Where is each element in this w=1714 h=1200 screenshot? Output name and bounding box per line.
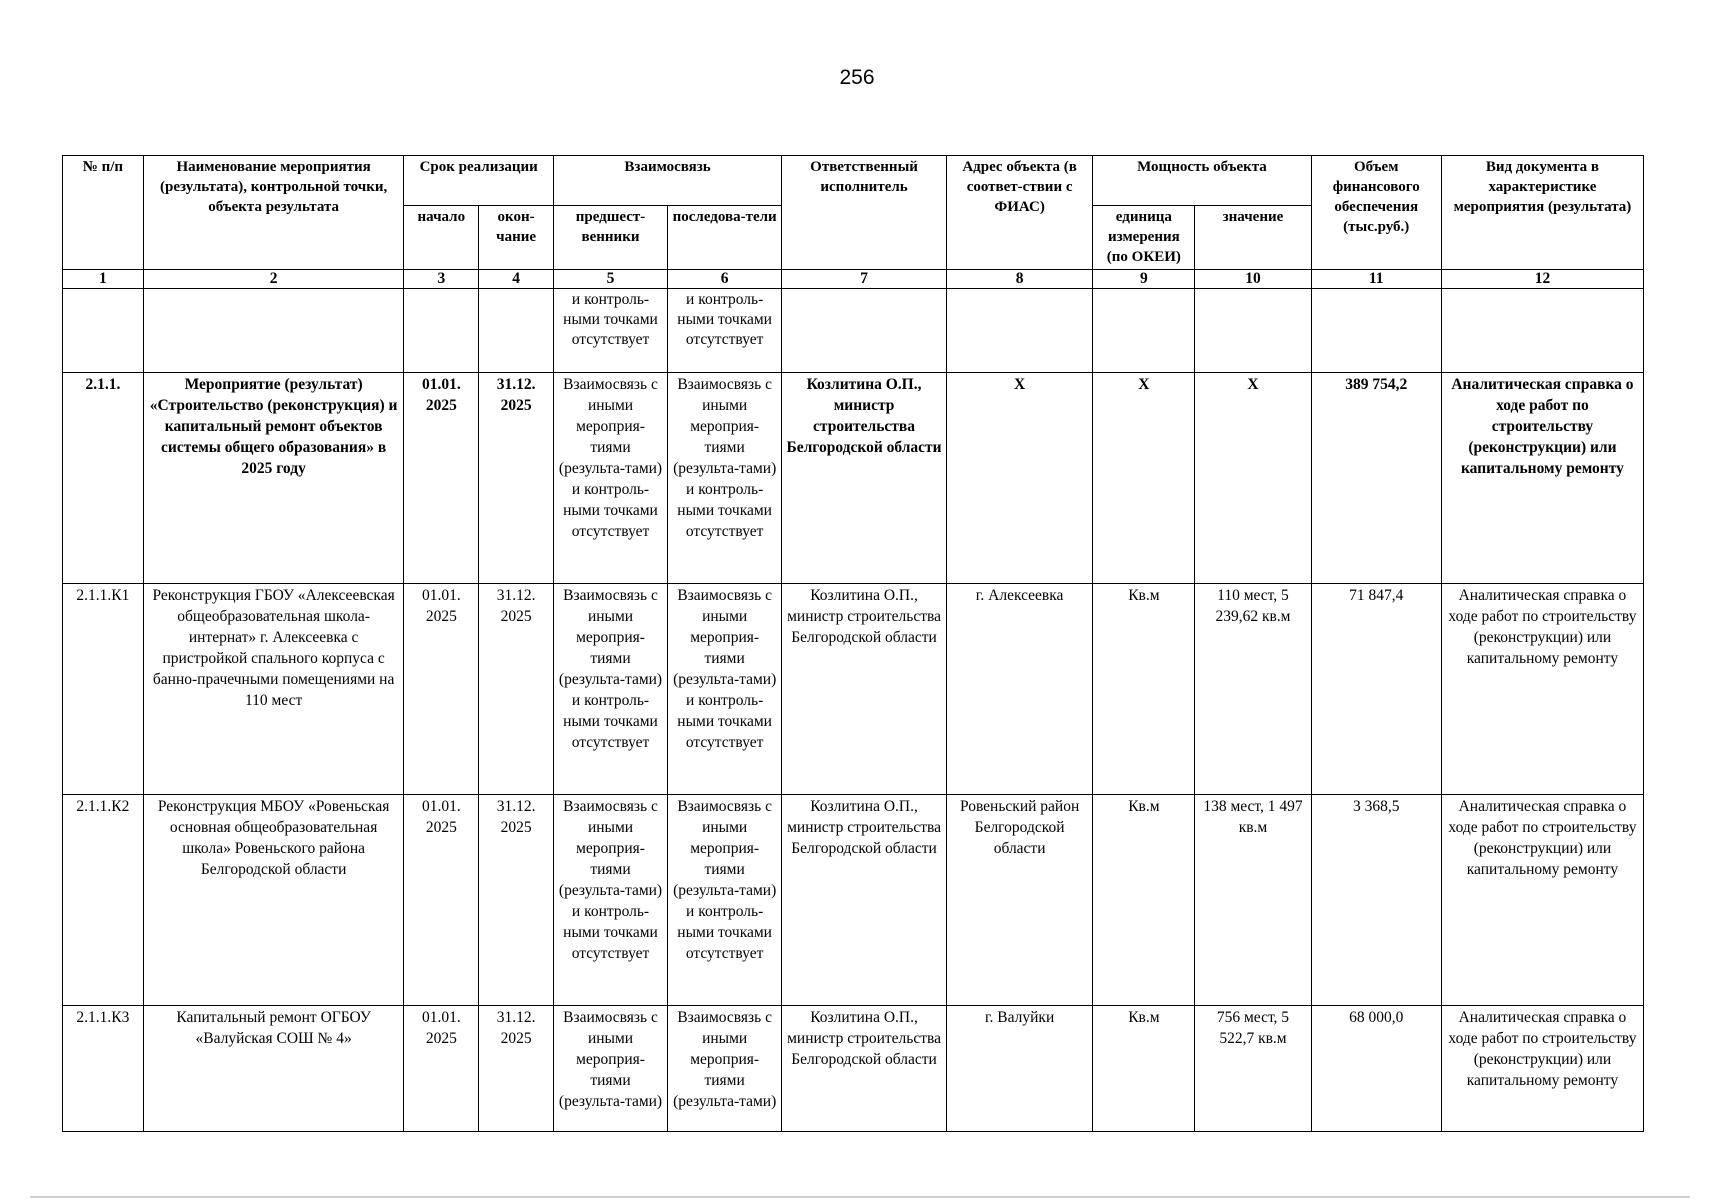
cell-number: 2.1.1.К2 xyxy=(63,795,144,1006)
cell-name: Реконструкция ГБОУ «Алексеевская общеобразовательная школа-интернат» г. Алексеевка с пристройкой спального корпуса с банно-прачечными помещениями на 110 мест xyxy=(143,584,404,795)
cell-pred: Взаимосвязь с иными мероприя-тиями (результа-тами) xyxy=(553,1006,667,1132)
cell-pred: Взаимосвязь с иными мероприя-тиями (результа-тами) и контроль-ными точками отсутствует xyxy=(553,795,667,1006)
cell-name: Капитальный ремонт ОГБОУ «Валуйская СОШ № 4» xyxy=(143,1006,404,1132)
page-number: 256 xyxy=(839,66,875,89)
cell-end: 31.12. 2025 xyxy=(479,1006,554,1132)
cell-next: Взаимосвязь с иными мероприя-тиями (результа-тами) и контроль-ными точками отсутствует xyxy=(668,795,782,1006)
header-link-pred: предшест-венники xyxy=(553,206,667,270)
column-number: 10 xyxy=(1195,270,1311,289)
header-responsible: Ответственный исполнитель xyxy=(782,156,947,270)
header-volume: Объем финансового обеспечения (тыс.руб.) xyxy=(1311,156,1441,270)
cell-volume: 68 000,0 xyxy=(1311,1006,1441,1132)
cell-value: 138 мест, 1 497 кв.м xyxy=(1195,795,1311,1006)
cell-number: 2.1.1.К3 xyxy=(63,1006,144,1132)
header-link-next: последова-тели xyxy=(668,206,782,270)
column-number: 5 xyxy=(553,270,667,289)
cell-responsible: Козлитина О.П., министр строительства Белгородской области xyxy=(782,1006,947,1132)
column-number: 6 xyxy=(668,270,782,289)
header-capacity-unit: единица измерения (по ОКЕИ) xyxy=(1093,206,1195,270)
cell-volume: 3 368,5 xyxy=(1311,795,1441,1006)
table-row xyxy=(63,584,1644,795)
table-row xyxy=(63,795,1644,1006)
column-number: 1 xyxy=(63,270,144,289)
cell-end: 31.12. 2025 xyxy=(479,795,554,1006)
cell-value: Х xyxy=(1195,373,1311,584)
page-bottom-rule xyxy=(30,1196,1690,1198)
cell-number: 2.1.1. xyxy=(63,373,144,584)
header-doc-type: Вид документа в характеристике мероприятия (результата) xyxy=(1441,156,1643,270)
cell-volume: 389 754,2 xyxy=(1311,373,1441,584)
cell-doc: Аналитическая справка о ходе работ по строительству (реконструкции) или капитальному ремонту xyxy=(1441,795,1643,1006)
cell-responsible: Козлитина О.П., министр строительства Белгородской области xyxy=(782,373,947,584)
cell-next: Взаимосвязь с иными мероприя-тиями (результа-тами) xyxy=(668,1006,782,1132)
cell-value: 756 мест, 5 522,7 кв.м xyxy=(1195,1006,1311,1132)
continuation-row xyxy=(63,289,1644,373)
cell-unit: Х xyxy=(1093,373,1195,584)
cell-value: 110 мест, 5 239,62 кв.м xyxy=(1195,584,1311,795)
cell-doc: Аналитическая справка о ходе работ по строительству (реконструкции) или капитальному ремонту xyxy=(1441,373,1643,584)
header-term-start: начало xyxy=(404,206,479,270)
cell-doc: Аналитическая справка о ходе работ по строительству (реконструкции) или капитальному ремонту xyxy=(1441,1006,1643,1132)
cell-volume: 71 847,4 xyxy=(1311,584,1441,795)
cell-unit: Кв.м xyxy=(1093,584,1195,795)
cell-end: 31.12. 2025 xyxy=(479,584,554,795)
cell-next: Взаимосвязь с иными мероприя-тиями (результа-тами) и контроль-ными точками отсутствует xyxy=(668,373,782,584)
cell-next: и контроль-ными точками отсутствует xyxy=(668,289,782,373)
cell-pred: и контроль-ными точками отсутствует xyxy=(553,289,667,373)
cell-end: 31.12. 2025 xyxy=(479,373,554,584)
cell-start: 01.01. 2025 xyxy=(404,1006,479,1132)
header-capacity-value: значение xyxy=(1195,206,1311,270)
cell-address: г. Алексеевка xyxy=(946,584,1092,795)
header-number: № п/п xyxy=(63,156,144,270)
column-number: 9 xyxy=(1093,270,1195,289)
cell-next: Взаимосвязь с иными мероприя-тиями (результа-тами) и контроль-ными точками отсутствует xyxy=(668,584,782,795)
column-number: 12 xyxy=(1441,270,1643,289)
column-number: 3 xyxy=(404,270,479,289)
header-capacity: Мощность объекта xyxy=(1093,156,1311,206)
cell-number: 2.1.1.К1 xyxy=(63,584,144,795)
cell-name: Реконструкция МБОУ «Ровеньская основная общеобразовательная школа» Ровеньского района Белгородской области xyxy=(143,795,404,1006)
cell-pred: Взаимосвязь с иными мероприя-тиями (результа-тами) и контроль-ными точками отсутствует xyxy=(553,373,667,584)
cell-responsible: Козлитина О.П., министр строительства Белгородской области xyxy=(782,795,947,1006)
header-name: Наименование мероприятия (результата), контрольной точки, объекта результата xyxy=(143,156,404,270)
cell-unit: Кв.м xyxy=(1093,1006,1195,1132)
cell-address: Ровеньский район Белгородской области xyxy=(946,795,1092,1006)
column-number: 2 xyxy=(143,270,404,289)
column-number: 8 xyxy=(946,270,1092,289)
cell-name: Мероприятие (результат) «Строительство (реконструкция) и капитальный ремонт объектов системы общего образования» в 2025 году xyxy=(143,373,404,584)
cell-address: г. Валуйки xyxy=(946,1006,1092,1132)
cell-pred: Взаимосвязь с иными мероприя-тиями (результа-тами) и контроль-ными точками отсутствует xyxy=(553,584,667,795)
cell-responsible: Козлитина О.П., министр строительства Белгородской области xyxy=(782,584,947,795)
cell-doc: Аналитическая справка о ходе работ по строительству (реконструкции) или капитальному ремонту xyxy=(1441,584,1643,795)
column-number: 11 xyxy=(1311,270,1441,289)
cell-address: Х xyxy=(946,373,1092,584)
cell-start: 01.01. 2025 xyxy=(404,373,479,584)
header-address: Адрес объекта (в соответ-ствии с ФИАС) xyxy=(946,156,1092,270)
column-number: 4 xyxy=(479,270,554,289)
header-link: Взаимосвязь xyxy=(553,156,781,206)
table-row xyxy=(63,1006,1644,1132)
column-number-row xyxy=(63,270,1644,289)
plan-table xyxy=(62,155,1644,1132)
column-number: 7 xyxy=(782,270,947,289)
table-row xyxy=(63,373,1644,584)
header-term-end: окон-чание xyxy=(479,206,554,270)
cell-unit: Кв.м xyxy=(1093,795,1195,1006)
header-term: Срок реализации xyxy=(404,156,554,206)
cell-start: 01.01. 2025 xyxy=(404,584,479,795)
cell-start: 01.01. 2025 xyxy=(404,795,479,1006)
